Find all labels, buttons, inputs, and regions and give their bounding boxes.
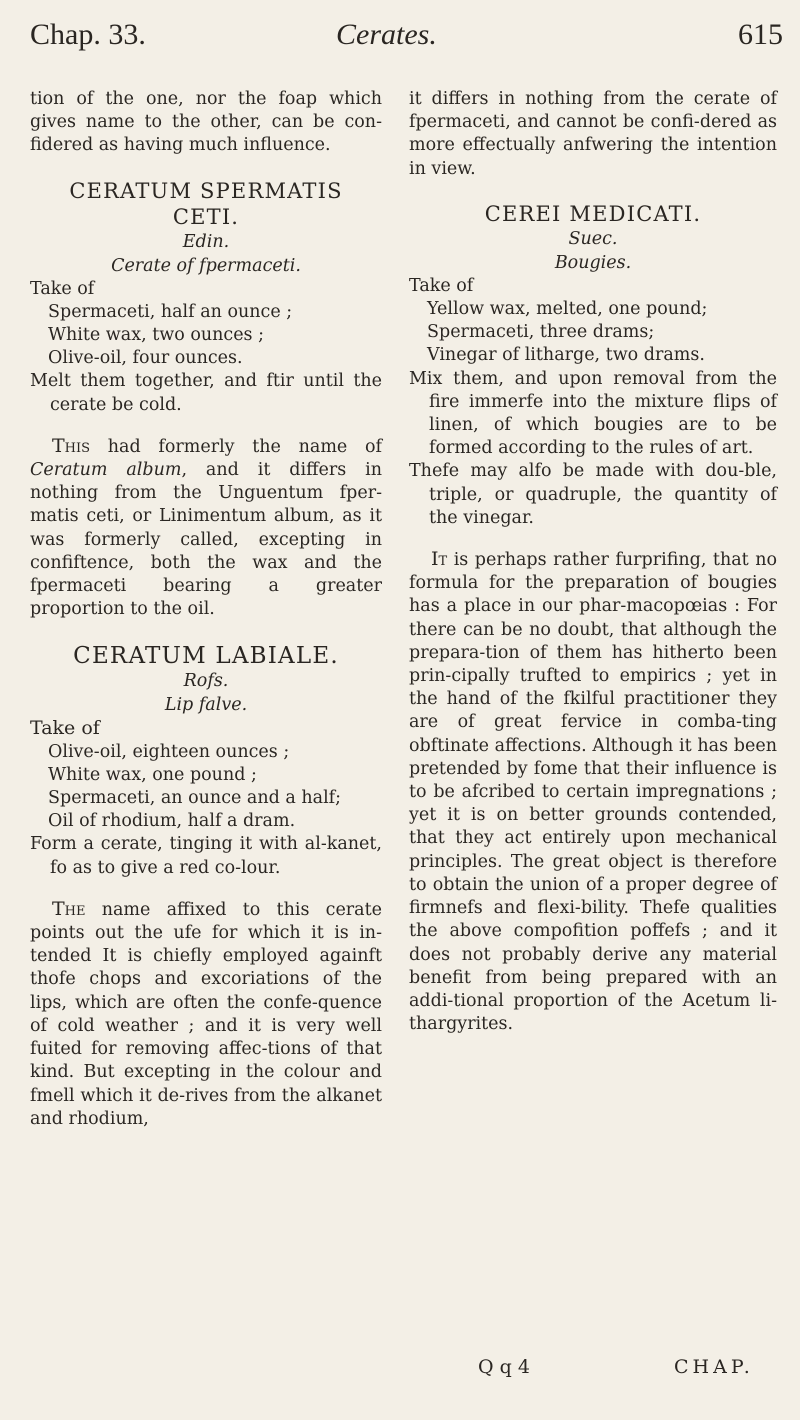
catchword: CHAP. — [674, 1356, 754, 1378]
ingredient-line: Yellow wax, melted, one pound; — [427, 299, 708, 320]
commentary-paragraph: The name affixed to this cerate points out the ufe for which it is in-tended It is chiefly employed againft thofe chops and excoriations of the lips, which are often the confe-quence of cold weather ; and it is very well fuited for removing affec-tions of that kind. But excepting in the colour and fmell which it de-rives from the alkanet and rhodium, — [30, 897, 382, 1129]
method-instruction: Form a cerate, tinging it with al-kanet, fo as to give a red co-lour. — [30, 834, 382, 878]
right-column — [409, 88, 777, 1036]
lead-word: The — [52, 897, 86, 920]
commentary-paragraph: This had formerly the name of Ceratum album, and it differs in nothing from the Unguentum fper-matis ceti, or Linimentum album, as it was formerly called, excepting in confiftence, both the wax and the fpermaceti bearing a greater proportion to the oil. — [30, 434, 382, 620]
ingredient-line: Vinegar of litharge, two drams. — [427, 345, 705, 366]
variant-instruction: Thefe may alfo be made with dou-ble, triple, or quadruple, the quantity of the vinegar. — [409, 461, 777, 528]
latin-name: Ceratum album — [30, 460, 182, 481]
ingredient-line: Oil of rhodium, half a dram. — [48, 811, 296, 832]
ingredient-line: Spermaceti, an ounce and a half; — [48, 788, 342, 809]
section-subtitle: Cerate of fpermaceti. — [111, 255, 301, 276]
page-number: 615 — [738, 18, 783, 51]
take-of-label: Take of — [30, 717, 100, 740]
lead-word: It — [431, 548, 448, 571]
lead-word: This — [52, 434, 91, 457]
ingredient-line: White wax, two ounces ; — [48, 325, 264, 346]
signature-mark: Q q 4 — [478, 1356, 530, 1378]
ingredient-line: Spermaceti, half an ounce ; — [48, 301, 293, 322]
left-column — [30, 88, 382, 1131]
method-instruction: Mix them, and upon removal from the fire immerfe into the mixture flips of linen, of which bougies are to be formed according to the rules of art. — [409, 368, 777, 459]
ingredient-line: White wax, one pound ; — [48, 764, 257, 785]
pharmacopoeia-source: Suec. — [568, 228, 618, 249]
section-title: CERATUM LABIALE. — [73, 643, 339, 670]
method-instruction: Melt them together, and ftir until the cerate be cold. — [30, 371, 382, 415]
section-subtitle: Bougies. — [554, 252, 632, 273]
ingredient-line: Spermaceti, three drams; — [427, 322, 655, 343]
section-title: CEREI MEDICATI. — [484, 201, 702, 226]
take-of-label: Take of — [30, 278, 95, 299]
ingredient-line: Olive-oil, eighteen ounces ; — [48, 741, 290, 762]
section-title-line2: CETI. — [172, 204, 240, 229]
commentary-paragraph: It is perhaps rather furprifing, that no formula for the preparation of bougies has a place in our phar-macopœias : For there can be no doubt, that although the prepara-tion of them has hitherto been prin-cipally trufted to empirics ; yet in the hand of the fkilful practitioner they are of great fervice in comba-ting obftinate affections. Although it has been pretended by fome that their influence is to be afcribed to certain impregnations ; yet it is on better grounds contended, that they act entirely upon mechanical principles. The great object is therefore to obtain the union of a proper degree of firmnefs and flexi-bility. Thefe qualities the above compofition poffefs ; and it does not probably derive any material benefit from being prepared with an addi-tional proportion of the Acetum li-thargyrites. — [409, 548, 777, 1035]
chapter-heading: Chap. 33. — [30, 18, 146, 51]
section-title-line1: CERATUM SPERMATIS — [69, 178, 343, 203]
continued-paragraph: tion of the one, nor the foap which gives name to the other, can be con-fidered as having much influence. — [30, 89, 382, 156]
pharmacopoeia-source: Edin. — [182, 231, 230, 252]
continued-paragraph: it differs in nothing from the cerate of fpermaceti, and cannot be confi-dered as more effectually anfwering the intention in view. — [409, 89, 777, 179]
pharmacopoeia-source: Rofs. — [183, 671, 229, 692]
take-of-label: Take of — [409, 275, 474, 296]
running-title: Cerates. — [336, 18, 437, 51]
section-subtitle: Lip falve. — [164, 695, 248, 716]
ingredient-line: Olive-oil, four ounces. — [48, 348, 243, 369]
